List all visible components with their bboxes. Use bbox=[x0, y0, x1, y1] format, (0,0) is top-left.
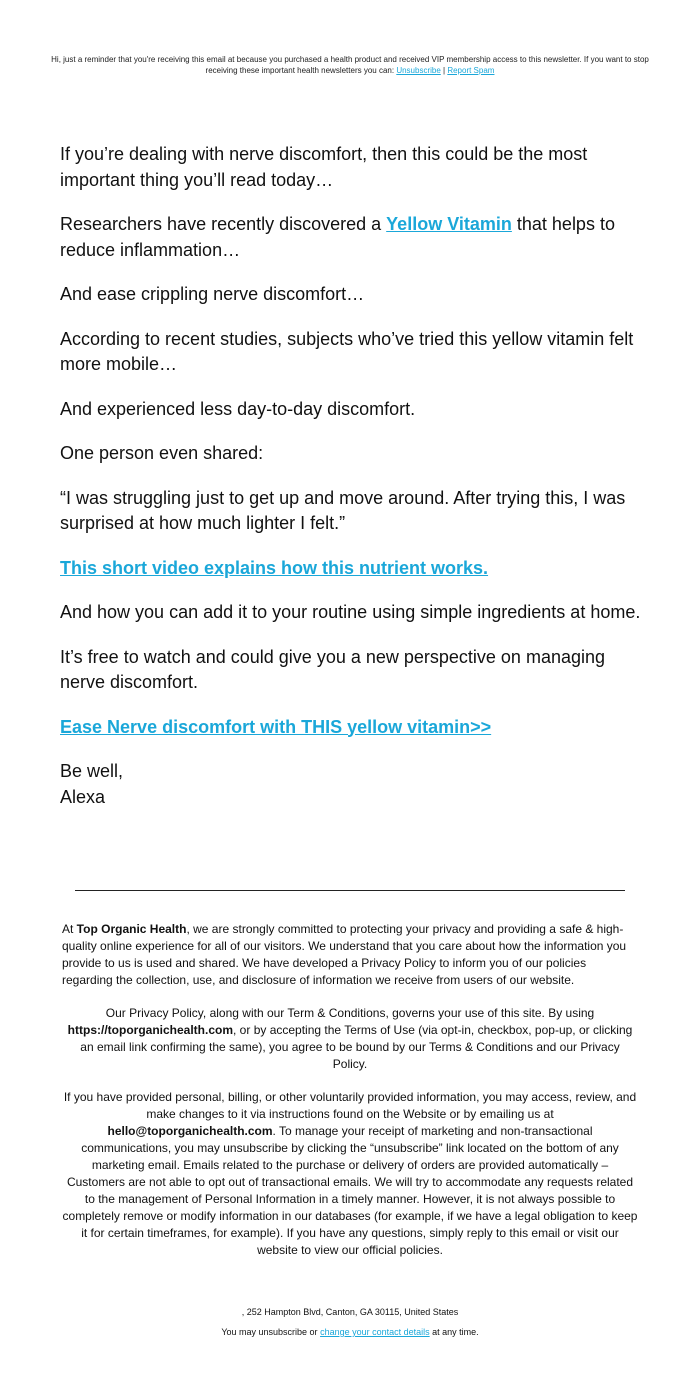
top-notice-text: Hi, just a reminder that you're receiving this email at because you purchased a health product and received VIP membership access to this newsletter. If you want to stop receiving these important health newsletters you can: bbox=[51, 55, 649, 75]
site-url: https://toporganichealth.com bbox=[67, 1023, 234, 1037]
privacy-policy-block bbox=[62, 921, 638, 1275]
change-contact-details-link[interactable]: change your contact details bbox=[320, 1327, 430, 1337]
policy-paragraph-2-before: Our Privacy Policy, along with our Term & Conditions, governs your use of this site. By using bbox=[105, 1006, 595, 1020]
cta-link[interactable]: Ease Nerve discomfort with THIS yellow vitamin>> bbox=[60, 716, 492, 737]
body-paragraph-2 bbox=[60, 212, 650, 263]
footer-divider bbox=[75, 890, 625, 891]
contact-email: hello@toporganichealth.com bbox=[107, 1124, 273, 1138]
unsub-before: You may unsubscribe or bbox=[221, 1327, 321, 1337]
body-paragraph-3: And ease crippling nerve discomfort… bbox=[60, 284, 365, 304]
cta-link-paragraph bbox=[60, 715, 650, 741]
testimonial-quote: “I was struggling just to get up and move around. After trying this, I was surprised at how much lighter I felt.” bbox=[60, 487, 626, 533]
unsubscribe-link[interactable]: Unsubscribe bbox=[396, 66, 441, 75]
policy-paragraph-3 bbox=[62, 1089, 638, 1259]
signoff-line-2: Alexa bbox=[60, 786, 106, 807]
body-paragraph-9: It’s free to watch and could give you a new perspective on managing nerve discomfort. bbox=[60, 646, 606, 692]
report-spam-link[interactable]: Report Spam bbox=[447, 66, 495, 75]
body-paragraph-8: And how you can add it to your routine using simple ingredients at home. bbox=[60, 602, 641, 622]
video-link-paragraph bbox=[60, 556, 650, 582]
signoff bbox=[60, 759, 650, 810]
body-paragraph-2-before: Researchers have recently discovered a bbox=[60, 214, 387, 234]
body-paragraph-4: According to recent studies, subjects who’ve tried this yellow vitamin felt more mobile… bbox=[60, 328, 634, 374]
policy-paragraph-3-before: If you have provided personal, billing, or other voluntarily provided information, you may access, review, and make changes to it via instructions found on the Website or by emailing us at bbox=[63, 1090, 637, 1121]
policy-paragraph-2-after: , or by accepting the Terms of Use (via opt-in, checkbox, pop-up, or clicking an email link confirming the same), you agree to be bound by our Terms & Conditions and our Privacy Policy. bbox=[80, 1023, 633, 1071]
top-notice bbox=[50, 54, 650, 76]
body-paragraph-2-after: that helps to reduce inflammation… bbox=[60, 214, 615, 260]
unsubscribe-footer bbox=[50, 1326, 650, 1338]
video-link[interactable]: This short video explains how this nutrient works. bbox=[60, 557, 489, 578]
postal-address: , 252 Hampton Blvd, Canton, GA 30115, United States bbox=[241, 1307, 459, 1317]
body-paragraph-6: One person even shared: bbox=[60, 443, 264, 463]
policy-paragraph-1-before: At bbox=[62, 922, 77, 936]
brand-name: Top Organic Health bbox=[76, 922, 187, 936]
policy-paragraph-2 bbox=[62, 1005, 638, 1073]
email-body bbox=[60, 142, 650, 829]
yellow-vitamin-link[interactable]: Yellow Vitamin bbox=[386, 214, 512, 234]
body-paragraph-1: If you’re dealing with nerve discomfort, then this could be the most important thing you’ll read today… bbox=[60, 144, 588, 190]
signoff-line-1: Be well, bbox=[60, 761, 124, 781]
top-notice-separator: | bbox=[440, 66, 448, 75]
policy-paragraph-3-after: . To manage your receipt of marketing and non-transactional communications, you may unsubscribe by clicking the “unsubscribe” link located on the bottom of any marketing email. Emails related to the purchase or delivery of orders are provided automatically – Customers are not able to opt out of transactional emails. We will try to accommodate any requests related to the management of Personal Information in a timely manner. However, it is not always possible to completely remove or modify information in our databases (for example, if we have a legal obligation to keep it for certain timeframes, for example). If you have any questions, simply reply to this email or visit our website to view our official policies. bbox=[62, 1124, 638, 1257]
policy-paragraph-1-after: , we are strongly committed to protecting your privacy and providing a safe & high-quality online experience for all of our visitors. We understand that you care about how the information you provide to us is used and shared. We have developed a Privacy Policy to inform you of our policies regarding the collection, use, and disclosure of information we receive from users of our website. bbox=[62, 922, 627, 987]
unsub-after: at any time. bbox=[429, 1327, 479, 1337]
policy-paragraph-1 bbox=[62, 921, 638, 989]
body-paragraph-5: And experienced less day-to-day discomfort. bbox=[60, 398, 416, 419]
